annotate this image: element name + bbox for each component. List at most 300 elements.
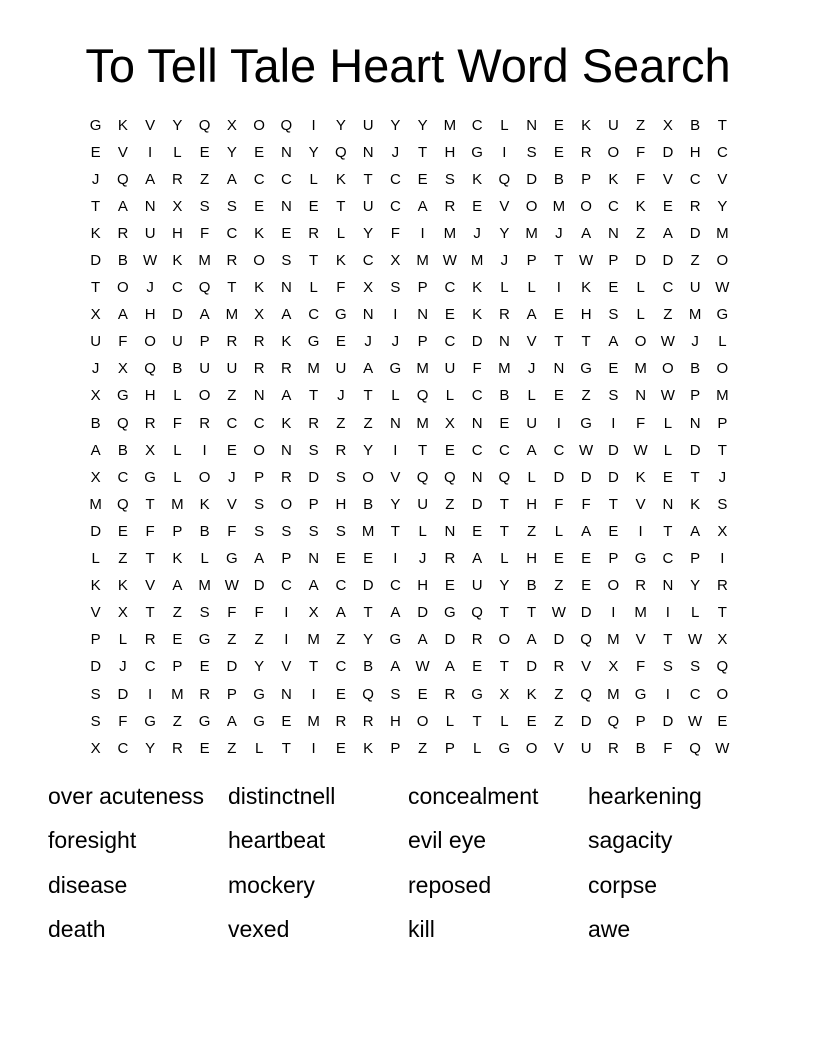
grid-letter: G	[253, 685, 265, 703]
grid-letter: Q	[117, 170, 129, 188]
grid-letter: A	[363, 360, 374, 378]
grid-letter: L	[663, 414, 673, 432]
grid-letter: Z	[527, 522, 537, 540]
grid-letter: G	[198, 631, 211, 649]
grid-letter: A	[199, 306, 210, 324]
grid-letter: R	[280, 468, 292, 486]
grid-letter: V	[499, 197, 510, 215]
grid-letter: N	[526, 116, 538, 134]
grid-letter: Y	[335, 116, 346, 134]
grid-row	[82, 546, 736, 573]
grid-letter: Y	[363, 224, 374, 242]
grid-letter: D	[90, 522, 102, 540]
grid-letter: P	[390, 739, 401, 757]
grid-letter: B	[635, 739, 646, 757]
grid-letter: E	[662, 468, 673, 486]
grid-letter: I	[284, 604, 289, 622]
grid-letter: H	[689, 143, 701, 161]
grid-letter: F	[581, 495, 591, 513]
grid-row	[82, 166, 736, 193]
grid-letter: N	[444, 522, 456, 540]
grid-letter: J	[146, 279, 154, 297]
grid-letter: D	[253, 577, 265, 595]
grid-letter: J	[91, 170, 100, 188]
grid-letter: T	[499, 495, 509, 513]
grid-letter: T	[227, 279, 237, 297]
grid-letter: K	[335, 170, 346, 188]
grid-letter: Y	[390, 116, 401, 134]
grid-letter: O	[253, 116, 265, 134]
grid-row	[82, 600, 736, 627]
grid-row	[82, 275, 736, 302]
grid-letter: Z	[363, 414, 373, 432]
grid-row	[82, 735, 736, 762]
grid-letter: I	[611, 414, 616, 432]
grid-letter: J	[473, 224, 481, 242]
grid-letter: F	[145, 522, 155, 540]
grid-letter: S	[308, 441, 319, 459]
grid-letter: X	[363, 279, 374, 297]
grid-row	[82, 627, 736, 654]
grid-letter: D	[526, 170, 538, 188]
grid-letter: F	[663, 739, 673, 757]
grid-letter: N	[553, 360, 565, 378]
grid-letter: R	[444, 685, 456, 703]
grid-letter: O	[525, 739, 538, 757]
word-list-item: corpse	[588, 871, 658, 898]
grid-row	[82, 681, 736, 708]
grid-letter: T	[717, 116, 727, 134]
grid-letter: O	[607, 577, 620, 595]
grid-letter: M	[470, 252, 484, 270]
grid-letter: U	[226, 360, 238, 378]
grid-letter: M	[716, 387, 729, 405]
grid-letter: O	[498, 631, 511, 649]
grid-letter: S	[608, 306, 619, 324]
grid-letter: E	[608, 279, 619, 297]
grid-letter: F	[636, 414, 646, 432]
grid-letter: R	[553, 658, 565, 676]
grid-letter: X	[90, 468, 101, 486]
grid-letter: Z	[445, 495, 455, 513]
grid-letter: N	[635, 387, 647, 405]
grid-letter: F	[227, 604, 237, 622]
grid-letter: U	[90, 333, 102, 351]
grid-letter: N	[689, 414, 701, 432]
grid-letter: Q	[416, 468, 429, 486]
grid-letter: G	[444, 604, 456, 622]
grid-letter: A	[581, 224, 592, 242]
grid-letter: C	[389, 197, 401, 215]
grid-letter: M	[171, 495, 184, 513]
grid-letter: X	[145, 441, 156, 459]
grid-letter: E	[608, 360, 619, 378]
grid-letter: P	[690, 387, 701, 405]
grid-letter: G	[226, 550, 238, 568]
grid-letter: T	[554, 333, 564, 351]
grid-letter: S	[526, 143, 537, 161]
grid-row	[82, 437, 736, 464]
grid-letter: L	[554, 522, 564, 540]
grid-letter: A	[390, 604, 401, 622]
grid-letter: O	[716, 252, 729, 270]
grid-letter: L	[718, 333, 727, 351]
grid-letter: J	[555, 224, 563, 242]
grid-row	[82, 193, 736, 220]
grid-letter: C	[362, 252, 374, 270]
grid-letter: X	[308, 604, 319, 622]
word-list-item: over acuteness	[48, 783, 204, 809]
grid-letter: E	[254, 143, 265, 161]
grid-letter: U	[471, 577, 483, 595]
grid-letter: P	[417, 279, 428, 297]
grid-letter: C	[308, 306, 320, 324]
grid-letter: O	[634, 333, 647, 351]
grid-letter: W	[688, 631, 703, 649]
grid-letter: F	[200, 224, 210, 242]
grid-letter: C	[662, 279, 674, 297]
grid-letter: C	[607, 197, 619, 215]
grid-letter: T	[554, 252, 564, 270]
grid-letter: W	[579, 252, 594, 270]
grid-letter: S	[390, 685, 401, 703]
grid-letter: E	[363, 550, 374, 568]
grid-letter: C	[335, 577, 347, 595]
grid-letter: Z	[336, 414, 346, 432]
grid-letter: L	[445, 712, 455, 730]
grid-letter: O	[253, 252, 265, 270]
grid-letter: S	[608, 387, 619, 405]
grid-letter: Z	[200, 170, 210, 188]
grid-letter: L	[173, 468, 182, 486]
grid-letter: R	[144, 414, 156, 432]
grid-letter: O	[607, 143, 620, 161]
grid-letter: J	[500, 252, 509, 270]
grid-letter: U	[689, 279, 701, 297]
grid-row	[82, 491, 736, 518]
grid-letter: P	[444, 739, 455, 757]
grid-letter: G	[634, 550, 647, 568]
grid-letter: B	[499, 387, 510, 405]
grid-letter: V	[553, 739, 564, 757]
grid-letter: B	[172, 360, 183, 378]
grid-letter: Z	[554, 712, 564, 730]
grid-letter: I	[311, 739, 316, 757]
grid-letter: V	[635, 495, 646, 513]
grid-letter: B	[363, 658, 374, 676]
grid-letter: A	[417, 197, 428, 215]
grid-letter: C	[280, 170, 292, 188]
grid-row	[82, 518, 736, 545]
grid-letter: M	[552, 197, 566, 215]
grid-letter: T	[309, 252, 319, 270]
grid-letter: L	[309, 170, 318, 188]
grid-letter: W	[224, 577, 239, 595]
grid-letter: R	[199, 685, 211, 703]
word-list-item: vexed	[228, 916, 290, 943]
grid-letter: N	[280, 143, 292, 161]
grid-letter: C	[117, 468, 129, 486]
grid-letter: C	[471, 387, 483, 405]
grid-letter: M	[307, 712, 320, 730]
grid-letter: C	[444, 333, 456, 351]
grid-letter: V	[145, 577, 156, 595]
grid-letter: T	[418, 143, 428, 161]
grid-letter: R	[335, 441, 347, 459]
grid-letter: T	[91, 279, 101, 297]
grid-letter: E	[199, 739, 210, 757]
grid-letter: J	[228, 468, 236, 486]
grid-letter: K	[281, 414, 292, 432]
grid-letter: K	[581, 279, 592, 297]
grid-letter: C	[662, 550, 674, 568]
grid-letter: K	[363, 739, 374, 757]
grid-letter: A	[335, 604, 346, 622]
grid-letter: N	[662, 495, 674, 513]
grid-letter: O	[280, 495, 293, 513]
word-list-item: heartbeat	[228, 827, 326, 854]
grid-letter: O	[580, 197, 592, 215]
grid-letter: A	[608, 333, 619, 351]
grid-letter: T	[91, 197, 101, 215]
grid-row	[82, 112, 736, 139]
grid-letter: E	[553, 116, 564, 134]
grid-letter: A	[526, 306, 537, 324]
grid-letter: O	[144, 333, 156, 351]
grid-letter: X	[608, 658, 619, 676]
grid-letter: L	[663, 441, 673, 459]
grid-letter: T	[309, 658, 319, 676]
grid-letter: S	[390, 279, 401, 297]
grid-letter: N	[607, 224, 619, 242]
grid-letter: L	[472, 739, 482, 757]
grid-letter: G	[716, 306, 729, 324]
grid-letter: T	[363, 604, 373, 622]
grid-letter: Z	[554, 685, 564, 703]
grid-letter: O	[198, 468, 211, 486]
grid-letter: O	[117, 279, 129, 297]
grid-letter: D	[471, 333, 483, 351]
grid-letter: X	[444, 414, 455, 432]
grid-letter: I	[420, 224, 425, 242]
grid-letter: F	[636, 658, 646, 676]
grid-letter: S	[281, 252, 292, 270]
grid-letter: A	[526, 441, 537, 459]
grid-letter: E	[608, 522, 619, 540]
grid-letter: I	[665, 685, 670, 703]
grid-letter: S	[335, 468, 346, 486]
grid-letter: P	[172, 522, 183, 540]
grid-letter: N	[362, 306, 374, 324]
grid-letter: Y	[226, 143, 237, 161]
grid-letter: G	[471, 685, 483, 703]
grid-letter: U	[144, 224, 156, 242]
grid-letter: L	[254, 739, 264, 757]
grid-letter: I	[665, 604, 670, 622]
grid-letter: E	[172, 631, 183, 649]
grid-letter: T	[363, 170, 373, 188]
grid-letter: O	[253, 441, 265, 459]
grid-letter: E	[553, 143, 564, 161]
grid-letter: W	[715, 739, 730, 757]
grid-letter: U	[199, 360, 211, 378]
word-list-item: distinctnell	[228, 783, 336, 809]
grid-letter: L	[636, 279, 645, 297]
grid-letter: S	[90, 712, 101, 730]
grid-letter: P	[254, 468, 265, 486]
grid-letter: L	[91, 550, 100, 568]
grid-letter: R	[226, 333, 238, 351]
grid-letter: C	[498, 441, 510, 459]
grid-letter: L	[309, 279, 318, 297]
grid-letter: H	[526, 495, 538, 513]
grid-letter: D	[553, 468, 565, 486]
grid-letter: F	[227, 522, 237, 540]
grid-letter: N	[280, 685, 292, 703]
grid-letter: E	[553, 550, 564, 568]
grid-letter: W	[688, 712, 703, 730]
grid-letter: Q	[198, 279, 211, 297]
grid-letter: N	[253, 387, 265, 405]
grid-letter: D	[171, 306, 183, 324]
grid-letter: E	[308, 197, 319, 215]
grid-letter: L	[118, 631, 128, 649]
grid-letter: G	[335, 306, 347, 324]
grid-letter: A	[281, 387, 292, 405]
grid-letter: I	[393, 550, 398, 568]
grid-letter: M	[634, 604, 647, 622]
grid-letter: Q	[335, 143, 347, 161]
grid-letter: X	[90, 387, 101, 405]
grid-letter: Q	[580, 685, 592, 703]
grid-letter: T	[717, 441, 727, 459]
grid-letter: O	[716, 685, 729, 703]
grid-letter: R	[580, 143, 592, 161]
grid-letter: E	[417, 685, 428, 703]
grid-letter: Z	[227, 739, 237, 757]
grid-letter: S	[281, 522, 292, 540]
grid-letter: A	[172, 577, 183, 595]
grid-letter: Y	[254, 658, 265, 676]
grid-letter: S	[308, 522, 319, 540]
grid-letter: O	[198, 387, 211, 405]
grid-letter: B	[199, 522, 210, 540]
grid-letter: J	[718, 468, 727, 486]
grid-letter: N	[389, 414, 401, 432]
grid-letter: C	[144, 658, 156, 676]
grid-letter: P	[199, 333, 210, 351]
grid-letter: E	[199, 143, 210, 161]
grid-letter: Q	[498, 468, 511, 486]
grid-letter: T	[145, 604, 155, 622]
grid-letter: A	[254, 550, 265, 568]
grid-letter: P	[281, 550, 292, 568]
grid-letter: Z	[118, 550, 128, 568]
grid-letter: P	[172, 658, 183, 676]
grid-letter: L	[500, 550, 509, 568]
grid-letter: G	[580, 414, 592, 432]
grid-letter: Z	[581, 387, 591, 405]
grid-letter: L	[418, 522, 427, 540]
grid-letter: S	[335, 522, 346, 540]
grid-letter: G	[144, 468, 156, 486]
grid-letter: K	[254, 224, 265, 242]
grid-letter: L	[500, 712, 509, 730]
grid-letter: C	[171, 279, 183, 297]
grid-letter: G	[471, 143, 483, 161]
grid-letter: E	[281, 712, 292, 730]
grid-letter: B	[690, 360, 701, 378]
grid-letter: N	[498, 333, 510, 351]
grid-letter: E	[581, 550, 592, 568]
grid-letter: D	[689, 224, 701, 242]
grid-row	[82, 247, 736, 274]
grid-letter: V	[226, 495, 237, 513]
grid-letter: K	[117, 116, 128, 134]
grid-letter: M	[688, 306, 702, 324]
grid-letter: E	[499, 414, 510, 432]
grid-letter: T	[499, 604, 509, 622]
grid-letter: Q	[471, 604, 483, 622]
grid-letter: D	[90, 252, 102, 270]
grid-letter: R	[117, 224, 129, 242]
grid-letter: L	[527, 387, 536, 405]
grid-letter: V	[90, 604, 101, 622]
grid-letter: C	[226, 414, 238, 432]
grid-letter: K	[117, 577, 128, 595]
grid-letter: T	[418, 441, 428, 459]
grid-letter: V	[717, 170, 728, 188]
grid-letter: E	[444, 306, 455, 324]
grid-letter: T	[145, 550, 155, 568]
grid-letter: I	[556, 279, 561, 297]
grid-letter: O	[525, 197, 538, 215]
grid-letter: V	[281, 658, 292, 676]
grid-letter: C	[553, 441, 565, 459]
grid-letter: D	[607, 468, 619, 486]
grid-letter: K	[690, 495, 701, 513]
grid-letter: N	[144, 197, 156, 215]
grid-letter: C	[280, 577, 292, 595]
grid-letter: S	[90, 685, 101, 703]
grid-letter: E	[662, 197, 673, 215]
grid-letter: D	[526, 658, 538, 676]
grid-letter: E	[335, 550, 346, 568]
grid-letter: C	[335, 658, 347, 676]
grid-letter: F	[390, 224, 400, 242]
grid-letter: J	[391, 333, 400, 351]
grid-letter: K	[90, 224, 101, 242]
grid-letter: F	[254, 604, 264, 622]
grid-letter: I	[284, 631, 289, 649]
grid-letter: P	[690, 550, 701, 568]
grid-letter: K	[472, 279, 483, 297]
grid-letter: T	[309, 387, 319, 405]
grid-letter: J	[91, 360, 100, 378]
grid-row	[82, 329, 736, 356]
grid-letter: Z	[636, 224, 646, 242]
grid-letter: P	[635, 712, 646, 730]
grid-letter: E	[717, 712, 728, 730]
grid-letter: N	[417, 306, 429, 324]
grid-letter: Z	[227, 387, 237, 405]
grid-letter: O	[416, 712, 429, 730]
grid-letter: K	[635, 197, 646, 215]
grid-letter: F	[336, 279, 346, 297]
grid-letter: R	[171, 739, 183, 757]
grid-letter: L	[690, 604, 700, 622]
grid-letter: S	[444, 170, 455, 188]
